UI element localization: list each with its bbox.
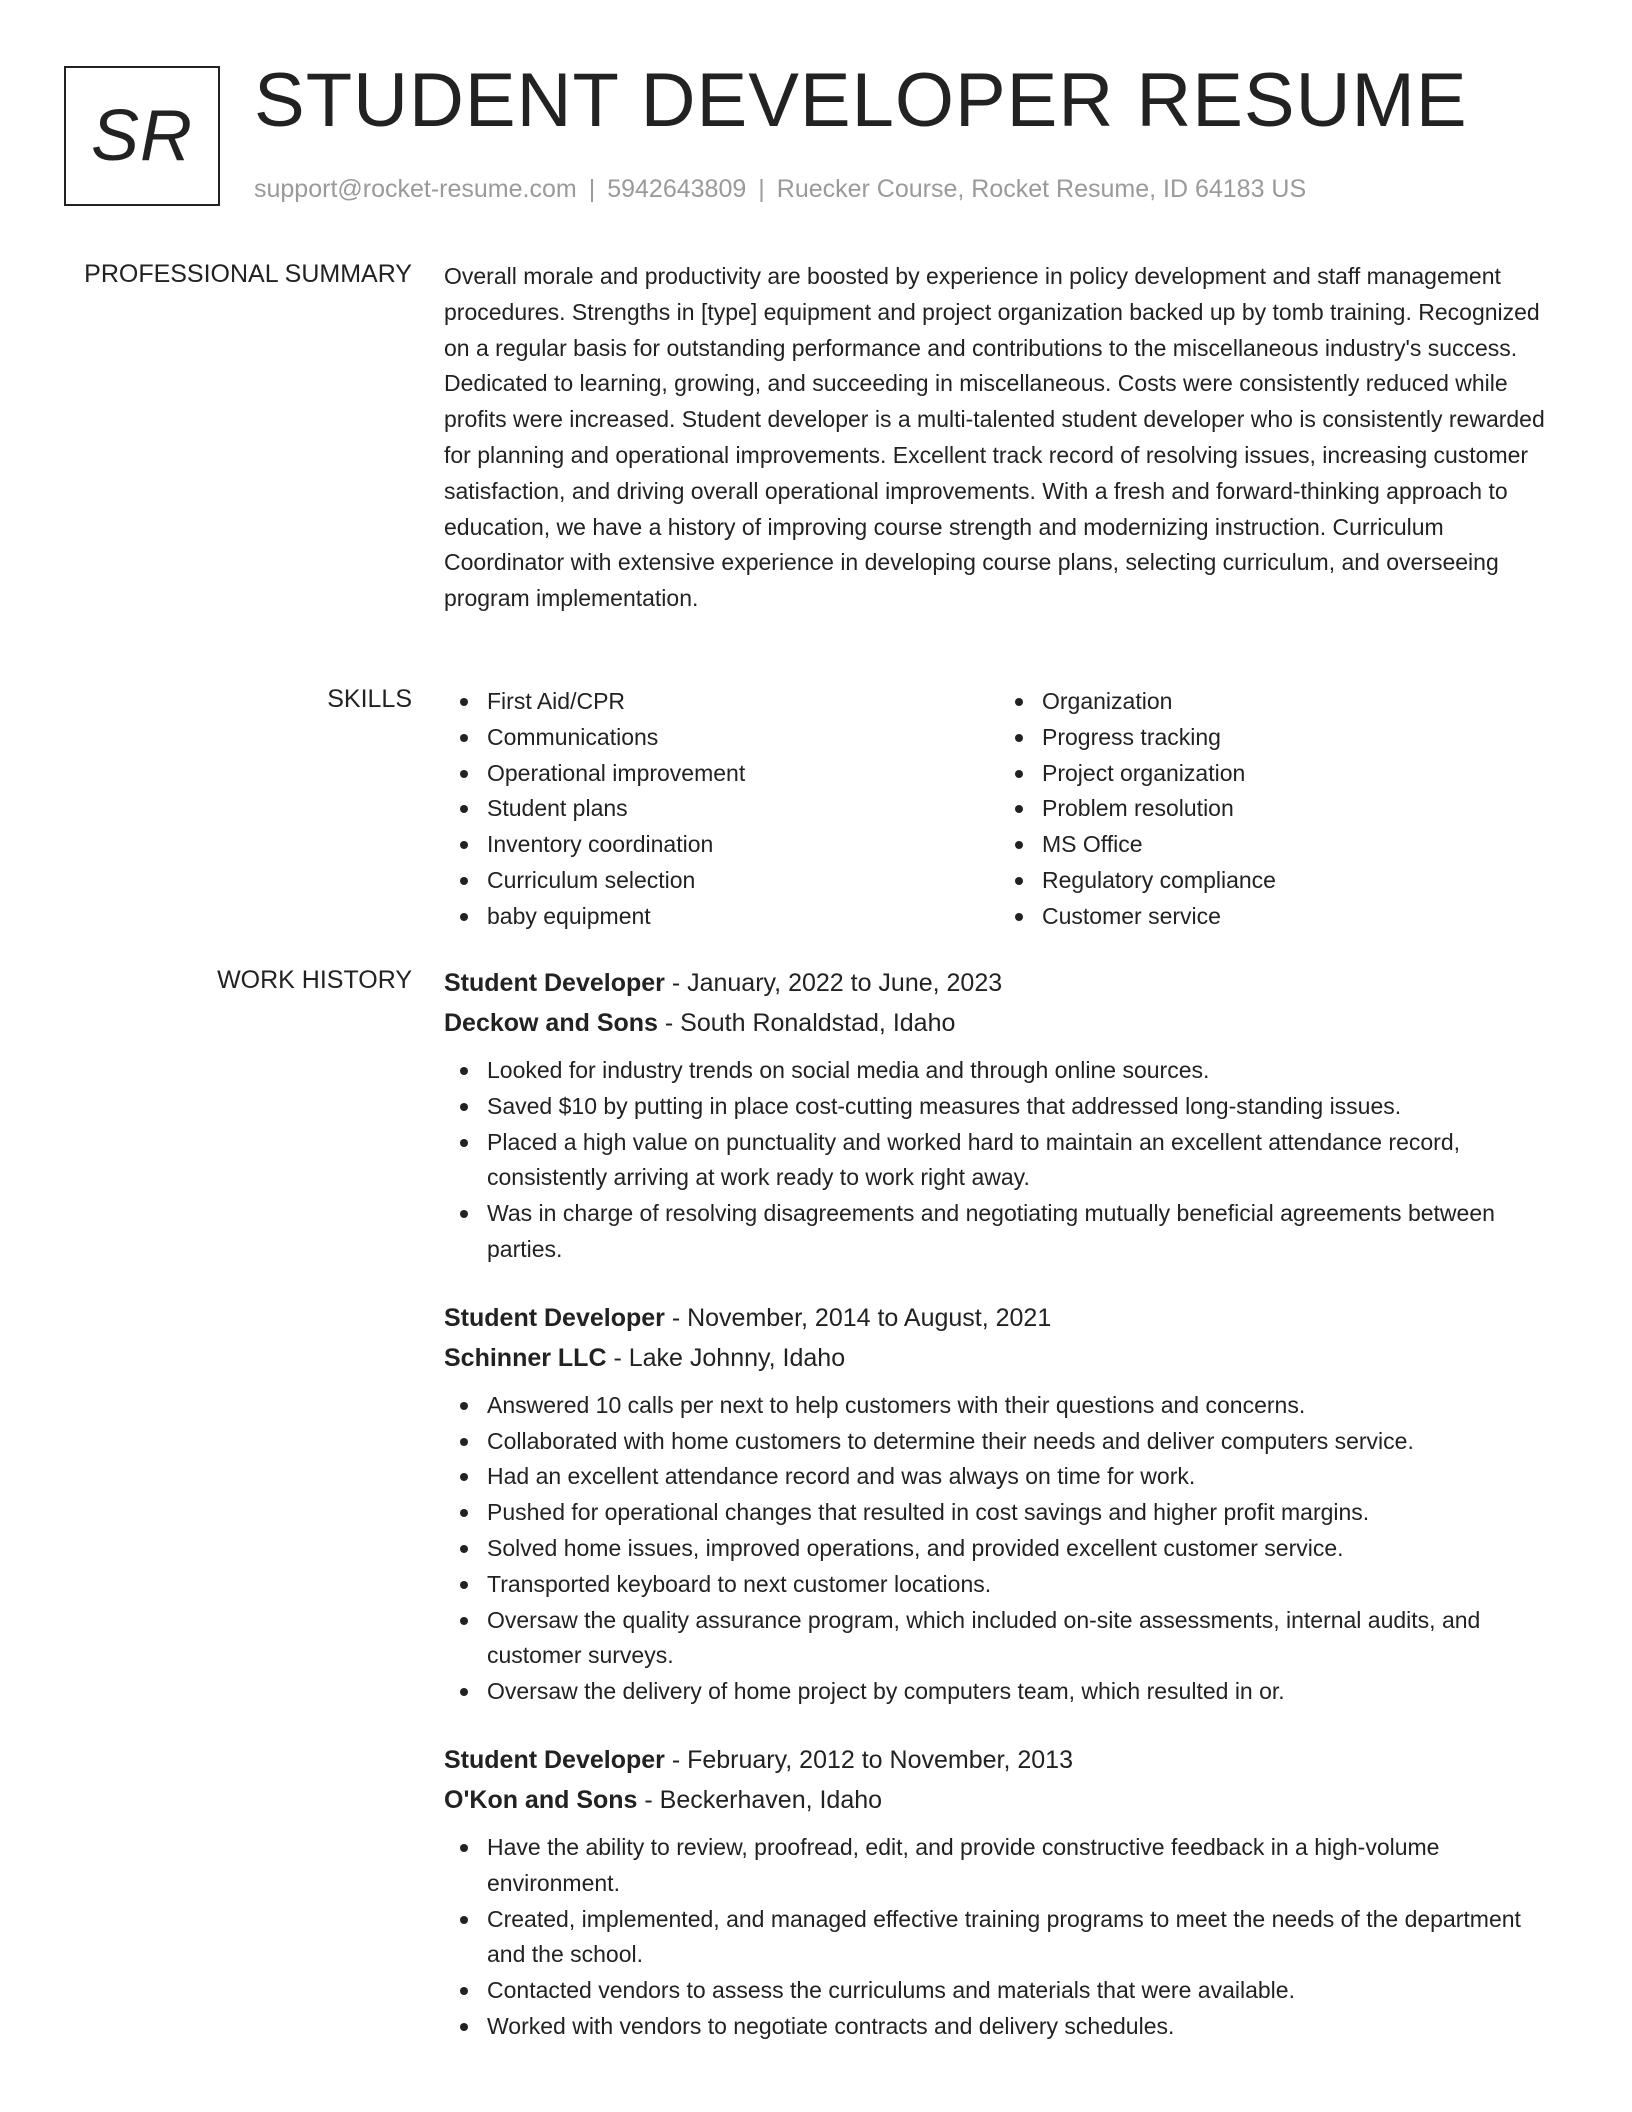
skill-item: Inventory coordination [487,827,999,863]
work-history-heading: WORK HISTORY [217,966,412,994]
job-bullet: Placed a high value on punctuality and worked hard to maintain an excellent attendance record, consistently arriving at work ready to work right away. [487,1125,1554,1197]
monogram-logo [64,66,220,206]
skill-item: Customer service [1042,899,1554,935]
skill-item: Progress tracking [1042,720,1554,756]
job-bullet: Collaborated with home customers to determine their needs and deliver computers service. [487,1424,1554,1460]
job-bullet: Was in charge of resolving disagreements and negotiating mutually beneficial agreements between parties. [487,1196,1554,1268]
skill-item: baby equipment [487,899,999,935]
job-bullet: Looked for industry trends on social media and through online sources. [487,1053,1554,1089]
job-dates: November, 2014 to August, 2021 [687,1303,1052,1332]
contact-phone[interactable]: 5942643809 [607,175,747,203]
dash: - [664,1303,688,1332]
work-history-list [444,963,1554,2045]
job-bullet: Saved $10 by putting in place cost-cutting measures that addressed long-standing issues. [487,1089,1554,1125]
job-role: Student Developer [444,1745,665,1774]
contact-separator: | [758,175,765,203]
job-entry [444,1740,1554,2045]
dash: - [637,1785,660,1814]
job-bullet: Had an excellent attendance record and was always on time for work. [487,1459,1554,1495]
job-bullet: Transported keyboard to next customer locations. [487,1567,1554,1603]
job-title-line [444,963,1554,1003]
skill-item: Project organization [1042,756,1554,792]
contact-address: Ruecker Course, Rocket Resume, ID 64183 US [776,175,1307,203]
job-bullet: Answered 10 calls per next to help customers with their questions and concerns. [487,1388,1554,1424]
skill-item: Operational improvement [487,756,999,792]
skills-list-right [999,684,1554,935]
job-company-line [444,1780,1554,1820]
job-bullet: Pushed for operational changes that resulted in cost savings and higher profit margins. [487,1495,1554,1531]
skill-item: Problem resolution [1042,791,1554,827]
job-entry [444,963,1554,1268]
job-bullet: Have the ability to review, proofread, edit, and provide constructive feedback in a high-volume environment. [487,1830,1554,1902]
job-bullet: Oversaw the delivery of home project by computers team, which resulted in or. [487,1674,1554,1710]
job-bullets [444,1830,1554,2045]
contact-email[interactable]: support@rocket-resume.com [254,175,577,203]
resume-title: STUDENT DEVELOPER RESUME [254,58,1468,143]
job-title-line [444,1740,1554,1780]
job-location: South Ronaldstad, Idaho [680,1009,956,1037]
skills-list-left [444,684,999,935]
job-location: Lake Johnny, Idaho [628,1343,846,1372]
job-role: Student Developer [444,969,665,997]
dash: - [606,1343,629,1372]
job-bullets [444,1388,1554,1710]
job-location: Beckerhaven, Idaho [659,1785,883,1814]
job-company: Deckow and Sons [444,1009,658,1037]
job-bullet: Oversaw the quality assurance program, which included on-site assessments, internal audits, and customer surveys. [487,1603,1554,1675]
job-bullets [444,1053,1554,1268]
monogram-initials: SR [90,96,194,176]
skills-columns [444,682,1554,935]
summary-heading: PROFESSIONAL SUMMARY [84,260,412,288]
job-bullet: Worked with vendors to negotiate contracts and delivery schedules. [487,2009,1554,2045]
contact-line [254,174,1306,204]
skill-item: First Aid/CPR [487,684,999,720]
job-company-line [444,1003,1554,1043]
job-dates: January, 2022 to June, 2023 [687,969,1003,997]
job-company: O'Kon and Sons [444,1785,638,1814]
contact-separator: | [588,175,596,203]
job-role: Student Developer [444,1303,665,1332]
job-bullet: Solved home issues, improved operations, and provided excellent customer service. [487,1531,1554,1567]
dash: - [664,1745,688,1774]
job-company-line [444,1338,1554,1378]
skill-item: Curriculum selection [487,863,999,899]
skill-item: MS Office [1042,827,1554,863]
dash: - [657,1009,681,1037]
job-entry [444,1298,1554,1710]
skill-item: Student plans [487,791,999,827]
skill-item: Regulatory compliance [1042,863,1554,899]
summary-text: Overall morale and productivity are boosted by experience in policy development and staff management procedures. Strengths in [type] equipment and project organization backed up by tomb training. Recognized on a regular basis for outstanding performance and contributions to the miscellaneous industry's success. Dedicated to learning, growing, and succeeding in miscellaneous. Costs were consistently reduced while profits were increased. Student developer is a multi-talented student developer who is consistently rewarded for planning and operational improvements. Excellent track record of resolving issues, increasing customer satisfaction, and driving overall operational improvements. With a fresh and forward-thinking approach to education, we have a history of improving course strength and modernizing instruction. Curriculum Coordinator with extensive experience in developing course plans, selecting curriculum, and overseeing program implementation. [444,263,1545,612]
job-bullet: Contacted vendors to assess the curriculums and materials that were available. [487,1973,1554,2009]
skill-item: Organization [1042,684,1554,720]
job-title-line [444,1298,1554,1338]
job-dates: February, 2012 to November, 2013 [687,1745,1073,1774]
skill-item: Communications [487,720,999,756]
skills-heading: SKILLS [327,685,412,713]
job-company: Schinner LLC [444,1343,607,1372]
dash: - [664,969,688,997]
job-bullet: Created, implemented, and managed effective training programs to meet the needs of the department and the school. [487,1902,1554,1974]
